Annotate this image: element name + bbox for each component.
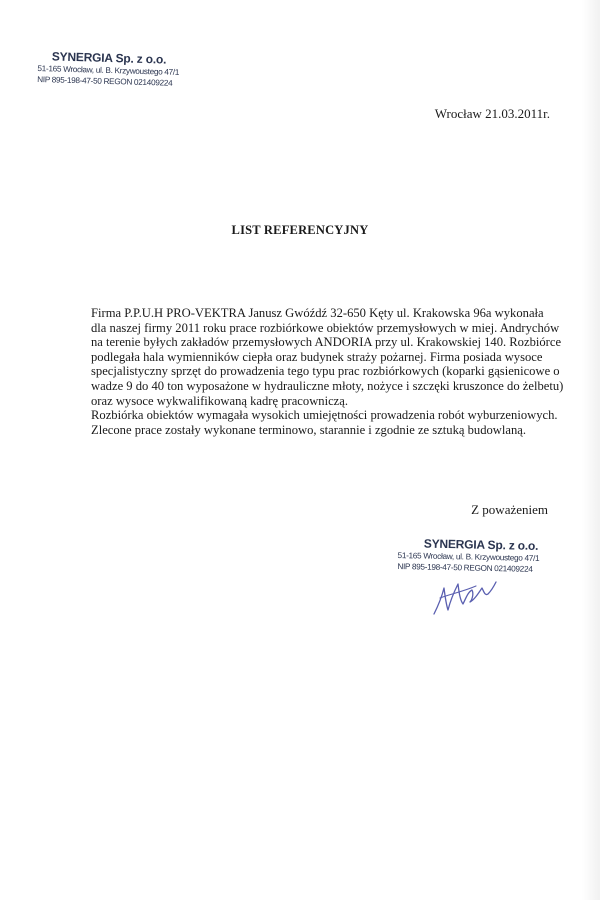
closing-salutation: Z poważeniem bbox=[471, 502, 548, 517]
stamp-address: 51-165 Wrocław, ul. B. Krzywoustego 47/1 bbox=[397, 550, 540, 563]
stamp-address: 51-165 Wrocław, ul. B. Krzywoustego 47/1 bbox=[37, 63, 180, 77]
body-line: dla naszej firmy 2011 roku prace rozbiórkowe obiektów przemysłowych w miej. Andrychów bbox=[91, 320, 560, 335]
body-line: oraz wysoce wykwalifikowaną kadrę pracowniczą. bbox=[91, 393, 349, 408]
body-line: Firma P.P.U.H PRO-VEKTRA Janusz Gwóźdź 32-650 Kęty ul. Krakowska 96a wykonała bbox=[91, 306, 544, 320]
stamp-tax-ids: NIP 895-198-47-50 REGON 021409224 bbox=[397, 562, 533, 575]
signature-stamp bbox=[397, 537, 539, 574]
body-line: wadze 9 do 40 ton wyposażone w hydrauliczne młoty, nożyce i szczęki kruszonce do żelbetu) bbox=[91, 378, 564, 393]
body-line: na terenie byłych zakładów przemysłowych ANDORIA przy ul. Krakowskiej 140. Rozbiórce bbox=[91, 335, 562, 350]
stamp-company-name: SYNERGIA Sp. z o.o. bbox=[423, 536, 539, 553]
stamp-company-name: SYNERGIA Sp. z o.o. bbox=[51, 49, 167, 67]
body-line: Rozbiórka obiektów wymagała wysokich umiejętności prowadzenia robót wyburzeniowych. bbox=[91, 408, 558, 423]
letter-title: LIST REFERENCYJNY bbox=[231, 223, 369, 237]
letterhead-stamp bbox=[37, 50, 180, 88]
handwritten-signature bbox=[430, 574, 500, 620]
date-line: Wrocław 21.03.2011r. bbox=[434, 106, 550, 121]
stamp-tax-ids: NIP 895-198-47-50 REGON 021409224 bbox=[37, 75, 173, 88]
body-line: Zlecone prace zostały wykonane terminowo, starannie i zgodnie ze sztuką budowlaną. bbox=[91, 422, 527, 437]
body-line: specjalistyczny sprzęt do prowadzenia tego typu prac rozbiórkowych (koparki gąsienicowe o bbox=[91, 364, 560, 379]
body-line: podlegała hala wymienników ciepła oraz budynek straży pożarnej. Firma posiada wysoce bbox=[91, 349, 543, 364]
letter-body bbox=[91, 306, 564, 437]
